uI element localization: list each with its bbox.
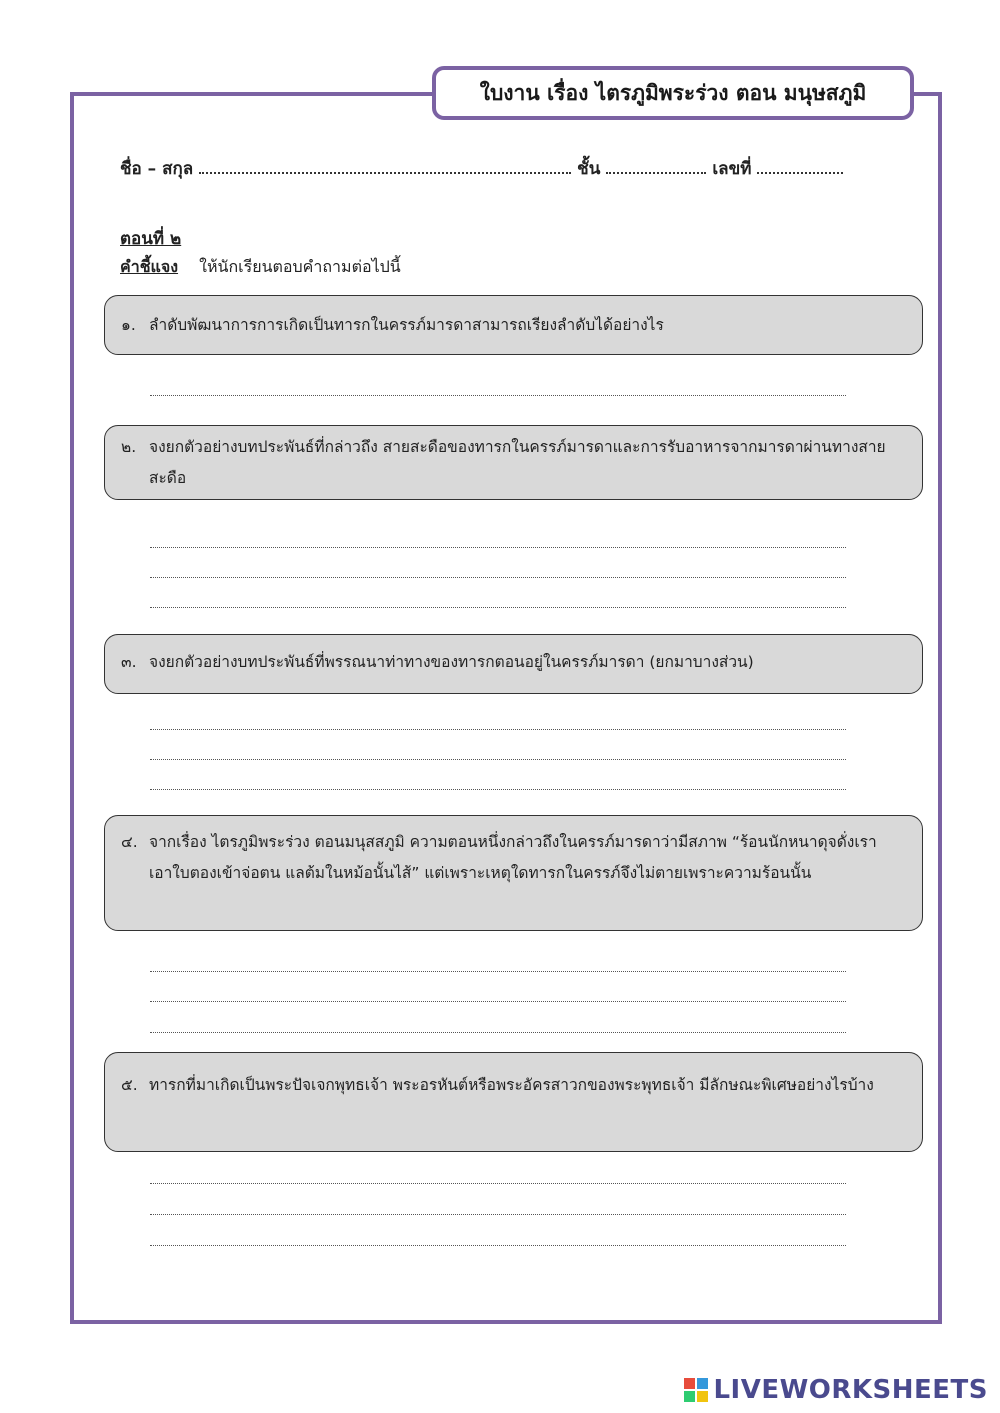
question-number: ๒.: [121, 438, 137, 456]
question-number: ๔.: [121, 833, 138, 851]
logo-square: [697, 1391, 708, 1402]
question-text: จงยกตัวอย่างบทประพันธ์ที่พรรณนาท่าทางของทารกตอนอยู่ในครรภ์มารดา (ยกมาบางส่วน): [149, 653, 754, 671]
logo-square: [697, 1378, 708, 1389]
question-text: จงยกตัวอย่างบทประพันธ์ที่กล่าวถึง สายสะดือของทารกในครรภ์มารดาและการรับอาหารจากมารดาผ่านทางสายสะดือ: [149, 438, 886, 487]
number-label: เลขที่: [712, 159, 752, 179]
name-field[interactable]: [199, 160, 571, 174]
class-field[interactable]: [606, 160, 706, 174]
answer-line[interactable]: [150, 577, 846, 578]
number-field[interactable]: [757, 160, 843, 174]
liveworksheets-logo: [684, 1375, 988, 1405]
answer-line[interactable]: [150, 607, 846, 608]
part-heading: ตอนที่ ๒: [120, 229, 182, 249]
question-box-3: [104, 634, 923, 694]
logo-square: [684, 1391, 695, 1402]
student-info-line: [120, 155, 880, 182]
answer-line[interactable]: [150, 789, 846, 790]
answer-line[interactable]: [150, 759, 846, 760]
question-text: ลำดับพัฒนาการการเกิดเป็นทารกในครรภ์มารดาสามารถเรียงลำดับได้อย่างไร: [149, 316, 664, 334]
logo-square: [684, 1378, 695, 1389]
answer-line[interactable]: [150, 971, 846, 972]
question-number: ๓.: [121, 653, 137, 671]
question-box-5: [104, 1052, 923, 1152]
answer-line[interactable]: [150, 729, 846, 730]
question-box-2: [104, 425, 923, 500]
answer-line[interactable]: [150, 1001, 846, 1002]
instruction-text: ให้นักเรียนตอบคำถามต่อไปนี้: [199, 257, 401, 276]
logo-icon: [684, 1378, 708, 1402]
logo-text: LIVEWORKSHEETS: [713, 1375, 988, 1405]
instruction-label: คำชี้แจง: [120, 257, 179, 276]
answer-line[interactable]: [150, 1245, 846, 1246]
question-number: ๑.: [121, 316, 136, 334]
instruction: [120, 255, 401, 280]
question-text: จากเรื่อง ไตรภูมิพระร่วง ตอนมนุสสภูมิ ความตอนหนึ่งกล่าวถึงในครรภ์มารดาว่ามีสภาพ “ร้อนนักหนาดุจดั่งเรา เอาใบตองเข้าจ่อตน แลต้มในหม้อนั้นไส้” แต่เพราะเหตุใดทารกในครรภ์จึงไม่ตายเพราะความร้อนนั้น: [149, 833, 877, 882]
name-label: ชื่อ – สกุล: [120, 159, 194, 179]
worksheet-title: ใบงาน เรื่อง ไตรภูมิพระร่วง ตอน มนุษสภูมิ: [432, 66, 914, 120]
answer-line[interactable]: [150, 395, 846, 396]
answer-line[interactable]: [150, 1183, 846, 1184]
question-text: ทารกที่มาเกิดเป็นพระปัจเจกพุทธเจ้า พระอรหันต์หรือพระอัครสาวกของพระพุทธเจ้า มีลักษณะพิเศษอย่างไรบ้าง: [149, 1076, 874, 1094]
question-box-4: [104, 815, 923, 931]
answer-line[interactable]: [150, 547, 846, 548]
question-number: ๕.: [121, 1076, 138, 1094]
class-label: ชั้น: [577, 159, 601, 179]
question-box-1: [104, 295, 923, 355]
answer-line[interactable]: [150, 1214, 846, 1215]
answer-line[interactable]: [150, 1032, 846, 1033]
